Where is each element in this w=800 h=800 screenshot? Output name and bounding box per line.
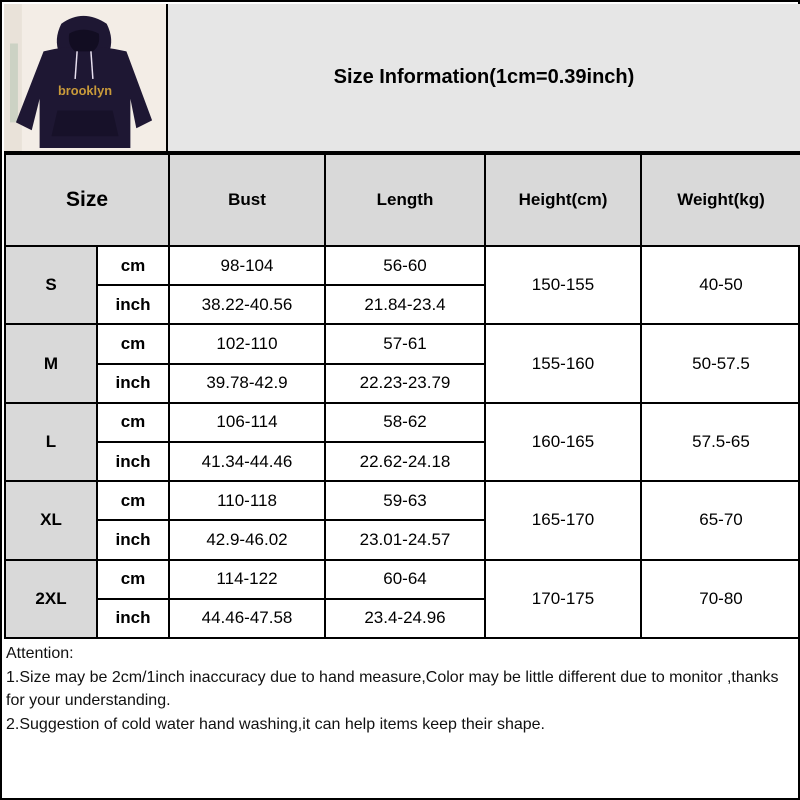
bust-cm: 106-114 <box>169 403 325 442</box>
unit-cm: cm <box>97 403 169 442</box>
bust-inch: 44.46-47.58 <box>169 599 325 638</box>
size-label: 2XL <box>5 560 97 639</box>
unit-inch: inch <box>97 599 169 638</box>
height-value: 165-170 <box>485 481 641 559</box>
header-height: Height(cm) <box>485 154 641 246</box>
height-value: 155-160 <box>485 324 641 402</box>
header-length: Length <box>325 154 485 246</box>
bust-cm: 110-118 <box>169 481 325 520</box>
unit-cm: cm <box>97 246 169 285</box>
unit-cm: cm <box>97 324 169 363</box>
table-header-row <box>5 154 800 246</box>
bust-cm: 102-110 <box>169 324 325 363</box>
size-label: XL <box>5 481 97 559</box>
table-row <box>5 560 800 599</box>
attention-notes <box>6 642 796 736</box>
weight-value: 40-50 <box>641 246 800 324</box>
unit-inch: inch <box>97 285 169 324</box>
size-table <box>4 153 800 639</box>
page-title: Size Information(1cm=0.39inch) <box>333 66 635 88</box>
notes-line-1: 1.Size may be 2cm/1inch inaccuracy due to hand measure,Color may be little different due to monitor ,thanks for your understanding. <box>6 668 779 709</box>
length-cm: 57-61 <box>325 324 485 363</box>
height-value: 150-155 <box>485 246 641 324</box>
length-cm: 60-64 <box>325 560 485 599</box>
notes-heading: Attention: <box>6 645 74 662</box>
weight-value: 70-80 <box>641 560 800 639</box>
notes-line-2: 2.Suggestion of cold water hand washing,it can help items keep their shape. <box>6 715 545 733</box>
length-cm: 56-60 <box>325 246 485 285</box>
table-row <box>5 403 800 442</box>
bust-cm: 114-122 <box>169 560 325 599</box>
length-inch: 22.62-24.18 <box>325 442 485 481</box>
length-inch: 23.4-24.96 <box>325 599 485 638</box>
table-row <box>5 246 800 285</box>
product-photo <box>4 4 168 153</box>
table-row <box>5 324 800 363</box>
unit-inch: inch <box>97 364 169 403</box>
title-cell <box>168 4 800 153</box>
header-weight: Weight(kg) <box>641 154 800 246</box>
unit-inch: inch <box>97 442 169 481</box>
height-value: 170-175 <box>485 560 641 639</box>
header-size: Size <box>5 154 169 246</box>
weight-value: 65-70 <box>641 481 800 559</box>
unit-inch: inch <box>97 520 169 559</box>
bust-inch: 41.34-44.46 <box>169 442 325 481</box>
length-inch: 23.01-24.57 <box>325 520 485 559</box>
bust-inch: 39.78-42.9 <box>169 364 325 403</box>
unit-cm: cm <box>97 481 169 520</box>
weight-value: 50-57.5 <box>641 324 800 402</box>
size-label: L <box>5 403 97 481</box>
hoodie-photo-icon <box>4 4 166 151</box>
size-label: S <box>5 246 97 324</box>
weight-value: 57.5-65 <box>641 403 800 481</box>
length-inch: 22.23-23.79 <box>325 364 485 403</box>
size-label: M <box>5 324 97 402</box>
header-bust: Bust <box>169 154 325 246</box>
height-value: 160-165 <box>485 403 641 481</box>
table-row <box>5 481 800 520</box>
unit-cm: cm <box>97 560 169 599</box>
bust-cm: 98-104 <box>169 246 325 285</box>
length-inch: 21.84-23.4 <box>325 285 485 324</box>
length-cm: 59-63 <box>325 481 485 520</box>
length-cm: 58-62 <box>325 403 485 442</box>
bust-inch: 38.22-40.56 <box>169 285 325 324</box>
bust-inch: 42.9-46.02 <box>169 520 325 559</box>
hoodie-print-text: brooklyn <box>57 82 113 98</box>
